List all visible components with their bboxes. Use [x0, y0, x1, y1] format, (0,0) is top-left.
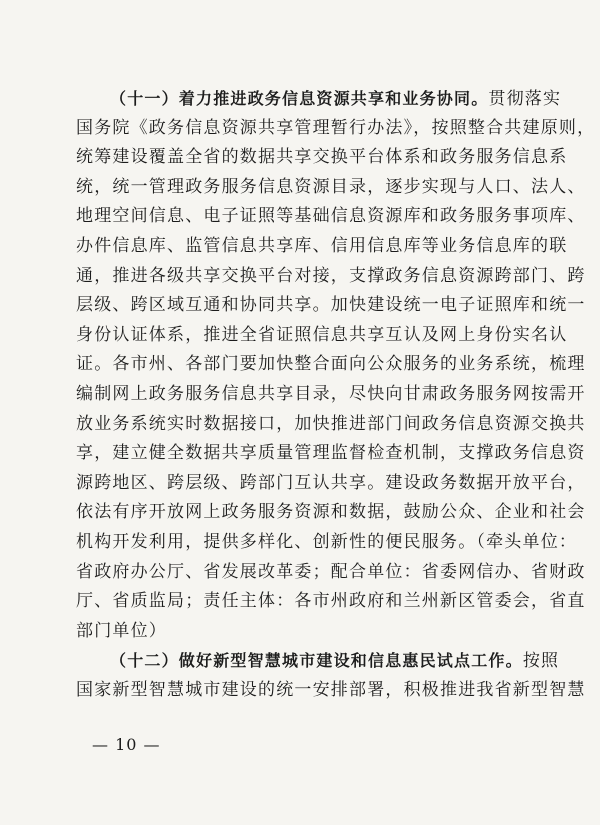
- text-line: 身份认证体系，推进全省证照信息共享互认及网上身份实名认: [76, 324, 568, 345]
- text-line: 统筹建设覆盖全省的数据共享交换平台体系和政务服务信息系: [76, 147, 568, 168]
- paragraph-11-text: 贯彻落实: [488, 89, 562, 109]
- paragraph-11-line-1: [76, 84, 562, 114]
- text-line: 编制网上政务服务信息共享目录，尽快向甘肃政务服务网按需开: [76, 383, 586, 404]
- text-line: 放业务系统实时数据接口，加快推进部门间政务信息资源交换共: [76, 413, 586, 434]
- page-number: — 10 —: [92, 735, 161, 754]
- paragraph-12-heading: （十二）做好新型智慧城市建设和信息惠民试点工作。: [110, 651, 523, 671]
- text-line: 证。各市州、各部门要加快整合面向公众服务的业务系统，梳理: [76, 354, 586, 375]
- text-line: 省政府办公厅、省发展改革委；配合单位：省委网信办、省财政: [76, 561, 586, 582]
- text-line: 享，建立健全数据共享质量管理监督检查机制，支撑政务信息资: [76, 443, 586, 464]
- text-line: 层级、跨区域互通和协同共享。加快建设统一电子证照库和统一: [76, 295, 586, 316]
- text-line: 部门单位）: [76, 620, 167, 641]
- text-line: 统，统一管理政务服务信息资源目录，逐步实现与人口、法人、: [76, 176, 586, 197]
- text-line: 办件信息库、监管信息共享库、信用信息库等业务信息库的联: [76, 235, 568, 256]
- text-line: 源跨地区、跨层级、跨部门互认共享。建设政务数据开放平台，: [76, 472, 586, 493]
- text-line: 通，推进各级共享交换平台对接，支撑政务信息资源跨部门、跨: [76, 265, 586, 286]
- body-text: [76, 84, 596, 705]
- text-line: 依法有序开放网上政务服务资源和数据，鼓励公众、企业和社会: [76, 502, 586, 523]
- text-line: 厅、省质监局；责任主体：各市州政府和兰州新区管委会，省直: [76, 591, 586, 612]
- paragraph-12-text: 按照: [522, 651, 560, 672]
- text-line: 国务院《政务信息资源共享管理暂行办法》，按照整合共建原则，: [76, 117, 596, 138]
- text-line: 地理空间信息、电子证照等基础信息资源库和政务服务事项库、: [76, 206, 586, 227]
- paragraph-12-line-1: [76, 646, 560, 676]
- text-line: 国家新型智慧城市建设的统一安排部署，积极推进我省新型智慧: [76, 679, 586, 700]
- paragraph-11-heading: （十一）着力推进政务信息资源共享和业务协同。: [110, 89, 489, 108]
- text-line: 机构开发利用，提供多样化、创新性的便民服务。（牵头单位：: [76, 531, 578, 552]
